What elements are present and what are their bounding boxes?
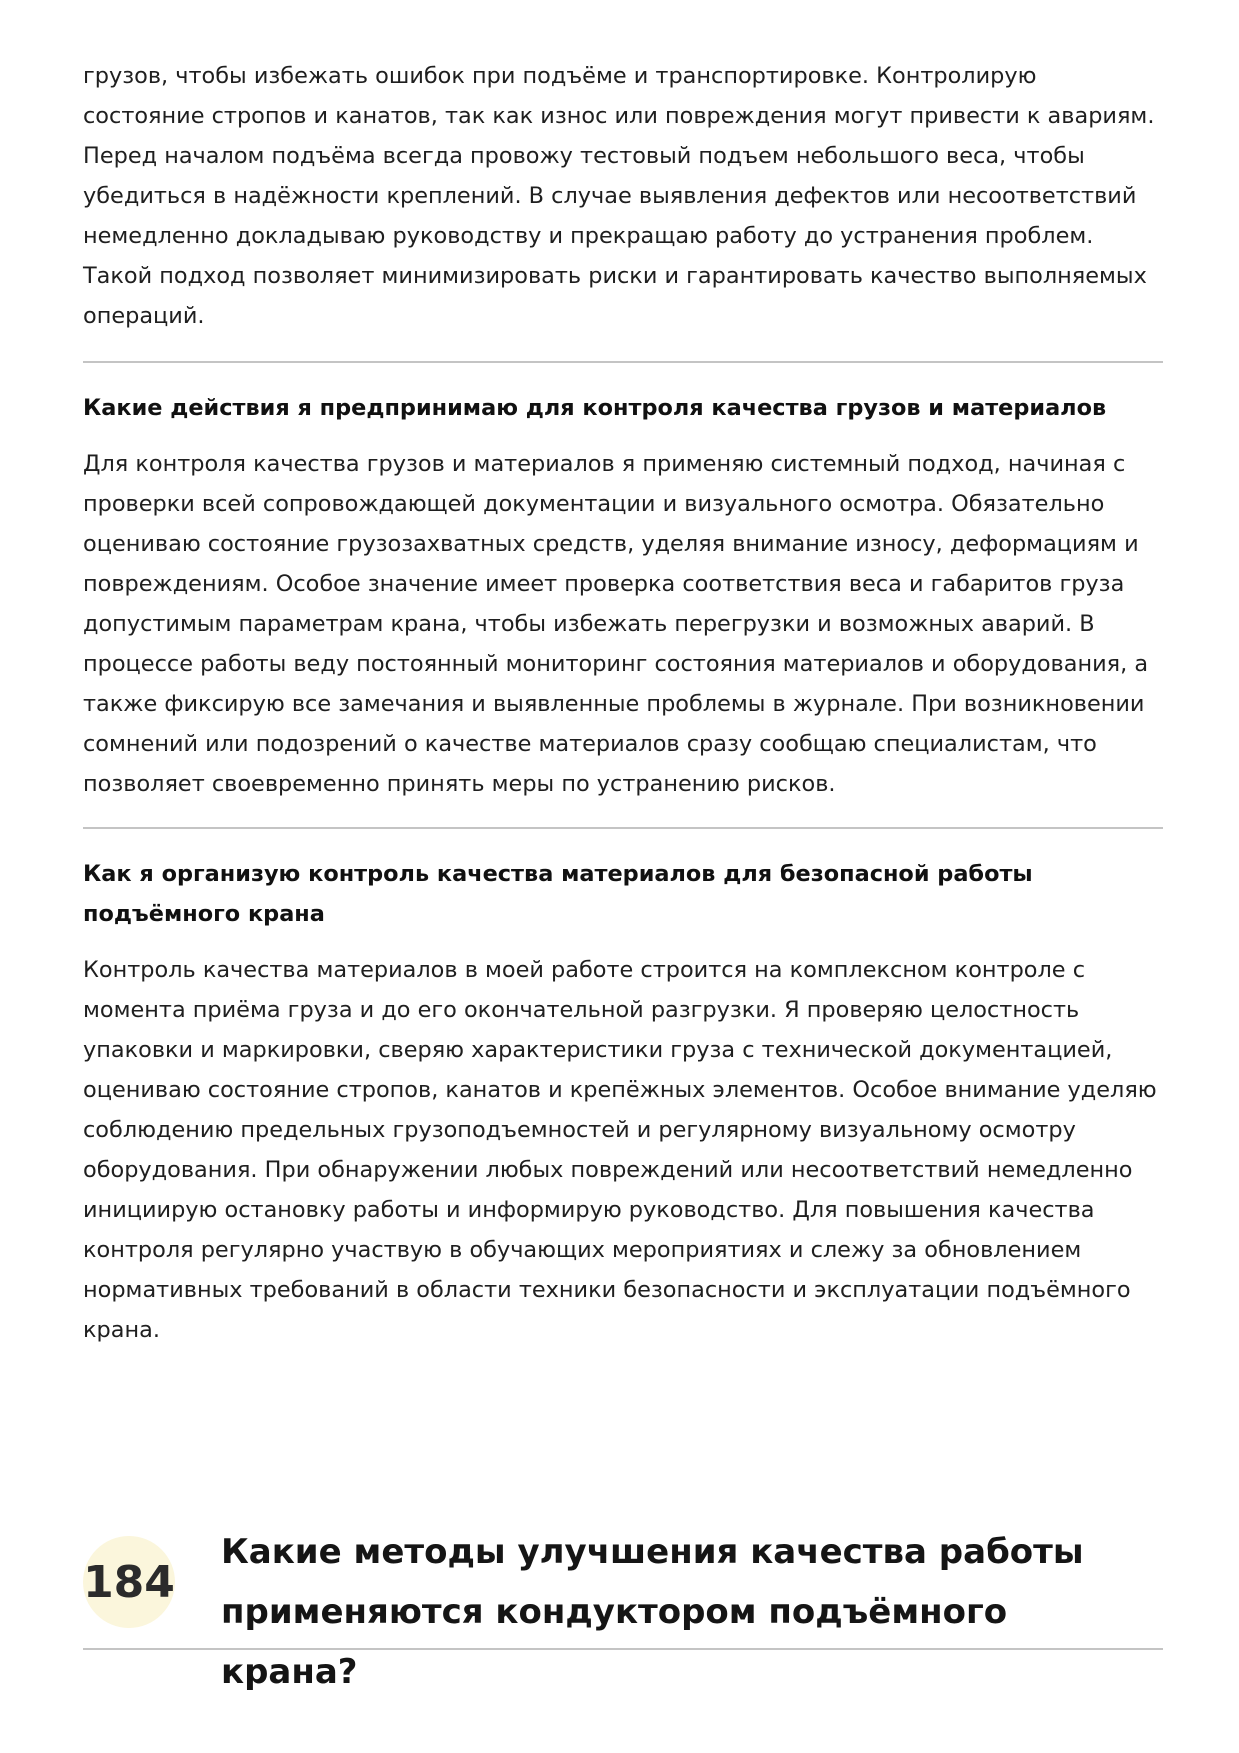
section-2-paragraph: Для контроля качества грузов и материалов я применяю системный подход, начиная с проверки всей сопровождающей документации и визуального осмотра. Обязательно оцениваю состояние грузозахватных средств, уделяя внимание износу, деформациям и повреждениям. Особое значение имеет проверка соответствия веса и габаритов груза допустимым параметрам крана, чтобы избежать перегрузки и возможных аварий. В процессе работы веду постоянный мониторинг состояния материалов и оборудования, а также фиксирую все замечания и выявленные проблемы в журнале. При возникновении сомнений или подозрений о качестве материалов сразу сообщаю специалистам, что позволяет своевременно принять меры по устранению рисков. — [83, 451, 1149, 797]
section-3-paragraph: Контроль качества материалов в моей работе строится на комплексном контроле с момента приёма груза и до его окончательной разгрузки. Я проверяю целостность упаковки и маркировки, сверяю характеристики груза с технической документацией, оцениваю состояние стропов, канатов и крепёжных элементов. Особое внимание уделяю соблюдению предельных грузоподъемностей и регулярному визуальному осмотру оборудования. При обнаружении любых повреждений или несоответствий немедленно инициирую остановку работы и информирую руководство. Для повышения качества контроля регулярно участвую в обучающих мероприятиях и слежу за обновлением нормативных требований в области техники безопасности и эксплуатации подъёмного крана. — [83, 957, 1157, 1343]
question-header — [83, 1518, 1163, 1692]
question-title: Какие методы улучшения качества работы применяются кондуктором подъёмного крана? — [221, 1532, 1084, 1692]
answer-content — [83, 56, 1163, 1350]
section-1-paragraph: грузов, чтобы избежать ошибок при подъёме и транспортировке. Контролирую состояние стропов и канатов, так как износ или повреждения могут привести к авариям. Перед началом подъёма всегда провожу тестовый подъем небольшого веса, чтобы убедиться в надёжности креплений. В случае выявления дефектов или несоответствий немедленно докладываю руководству и прекращаю работу до устранения проблем. Такой подход позволяет минимизировать риски и гарантировать качество выполняемых операций. — [83, 63, 1155, 329]
section-divider — [83, 827, 1163, 829]
section-divider — [83, 361, 1163, 363]
section-2-heading: Какие действия я предпринимаю для контроля качества грузов и материалов — [83, 395, 1107, 421]
section-3-heading: Как я организую контроль качества материалов для безопасной работы подъёмного крана — [83, 861, 1033, 927]
question-number-badge: 184 — [83, 1536, 175, 1628]
question-divider — [83, 1648, 1163, 1650]
